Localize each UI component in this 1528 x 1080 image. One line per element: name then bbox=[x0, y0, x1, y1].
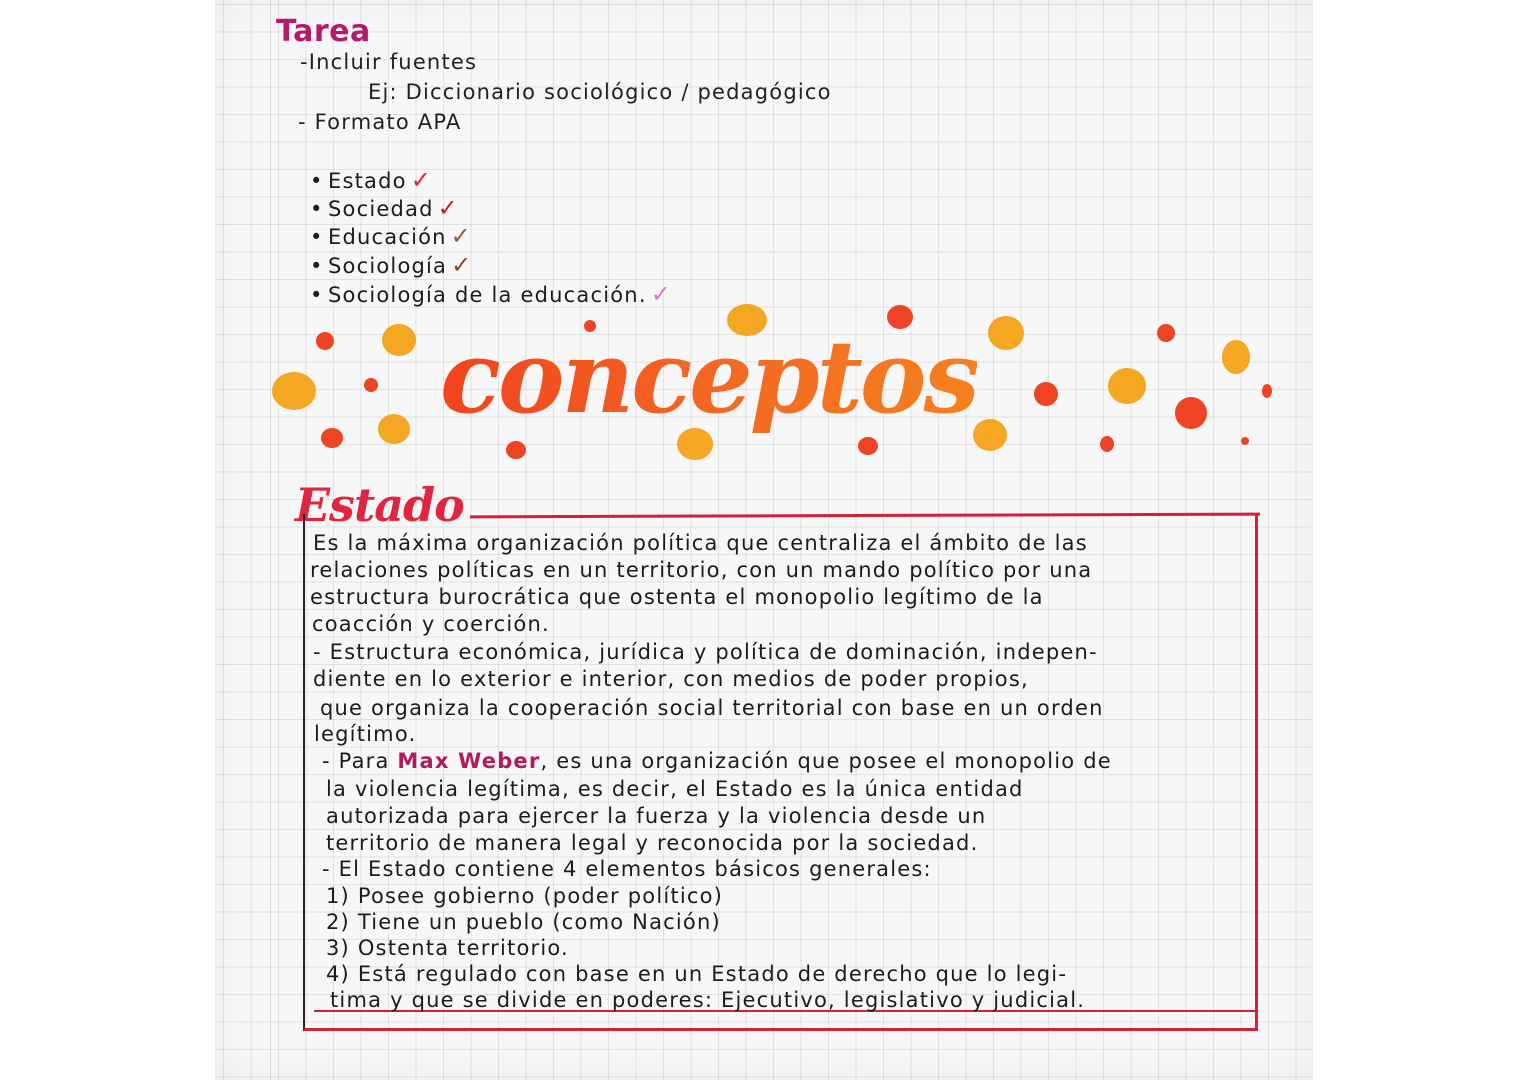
estado-line-5: - Estructura económica, jurídica y política de dominación, indepen- bbox=[313, 640, 1098, 664]
dot-icon bbox=[858, 437, 878, 455]
dot-icon bbox=[1241, 437, 1249, 445]
estado-line-1: Es la máxima organización política que centraliza el ámbito de las bbox=[313, 531, 1088, 555]
dot-icon bbox=[506, 441, 526, 459]
dot-icon bbox=[316, 332, 334, 350]
dot-icon bbox=[364, 378, 378, 392]
checklist-item-sociedad: • Sociedad ✓ bbox=[310, 194, 459, 222]
checkmark-icon: ✓ bbox=[450, 222, 472, 250]
checkmark-icon: ✓ bbox=[451, 251, 473, 279]
dot-icon bbox=[1157, 324, 1175, 342]
estado-element-4-cont: tima y que se divide en poderes: Ejecutivo, legislativo y judicial. bbox=[330, 988, 1086, 1012]
dot-icon bbox=[382, 324, 416, 356]
estado-line-4: coacción y coerción. bbox=[312, 612, 550, 636]
background-left bbox=[0, 0, 215, 1080]
dot-icon bbox=[1222, 340, 1250, 374]
dot-icon bbox=[1175, 397, 1207, 429]
checkmark-icon: ✓ bbox=[650, 280, 673, 308]
checklist-item-sociologia-educacion: • Sociología de la educación. ✓ bbox=[310, 280, 673, 308]
dot-icon bbox=[988, 316, 1024, 350]
checkmark-icon: ✓ bbox=[437, 194, 459, 222]
estado-line-3: estructura burocrática que ostenta el monopolio legítimo de la bbox=[310, 585, 1044, 609]
max-weber-name: Max Weber bbox=[397, 749, 541, 773]
estado-element-3: 3) Ostenta territorio. bbox=[326, 936, 569, 960]
page-margin-line bbox=[270, 0, 271, 1080]
estado-line-13: - El Estado contiene 4 elementos básicos generales: bbox=[322, 857, 932, 881]
dot-icon bbox=[1262, 384, 1272, 398]
tarea-title: Tarea bbox=[276, 14, 371, 49]
dot-icon bbox=[321, 428, 343, 448]
checklist-label: Sociología bbox=[328, 254, 448, 278]
estado-line-8: legítimo. bbox=[314, 722, 417, 746]
dot-icon bbox=[1108, 368, 1146, 404]
tarea-line-ejemplo: Ej: Diccionario sociológico / pedagógico bbox=[368, 80, 832, 104]
estado-line-6: diente en lo exterior e interior, con medios de poder propios, bbox=[313, 667, 1029, 691]
checklist-label: Educación bbox=[328, 225, 447, 249]
checklist-label: Sociología de la educación. bbox=[328, 283, 647, 307]
checklist-label: Estado bbox=[328, 169, 407, 193]
dot-icon bbox=[1034, 382, 1058, 406]
estado-line-2: relaciones políticas en un territorio, con un mando político por una bbox=[310, 558, 1093, 582]
estado-title: Estado bbox=[295, 478, 464, 532]
estado-line-7: que organiza la cooperación social territorial con base en un orden bbox=[320, 696, 1104, 720]
tarea-line-fuentes: -Incluir fuentes bbox=[300, 50, 478, 74]
dot-icon bbox=[973, 419, 1007, 451]
checkmark-icon: ✓ bbox=[410, 166, 433, 194]
estado-line-9-rest: es una organización que posee el monopolio de bbox=[556, 749, 1112, 773]
dot-icon bbox=[272, 372, 316, 410]
checklist-item-educacion: • Educación ✓ bbox=[310, 222, 472, 250]
estado-line-9-prefix: - Para bbox=[322, 749, 398, 773]
estado-element-1: 1) Posee gobierno (poder político) bbox=[326, 884, 724, 908]
dot-icon bbox=[1100, 436, 1114, 452]
conceptos-title: conceptos bbox=[440, 318, 977, 436]
weber-comma: , bbox=[540, 749, 549, 773]
estado-line-10: la violencia legítima, es decir, el Estado es la única entidad bbox=[326, 777, 1024, 801]
estado-line-9 bbox=[322, 749, 1112, 773]
checklist-label: Sociedad bbox=[328, 197, 434, 221]
dot-icon bbox=[378, 414, 410, 444]
checklist-item-estado: • Estado ✓ bbox=[310, 166, 433, 194]
estado-element-2: 2) Tiene un pueblo (como Nación) bbox=[326, 910, 721, 934]
checklist-item-sociologia: • Sociología ✓ bbox=[310, 251, 473, 279]
tarea-line-formato: - Formato APA bbox=[298, 110, 462, 134]
estado-element-4: 4) Está regulado con base en un Estado de derecho que lo legi- bbox=[326, 962, 1068, 986]
estado-line-12: territorio de manera legal y reconocida por la sociedad. bbox=[326, 831, 979, 855]
estado-line-11: autorizada para ejercer la fuerza y la violencia desde un bbox=[326, 804, 987, 828]
